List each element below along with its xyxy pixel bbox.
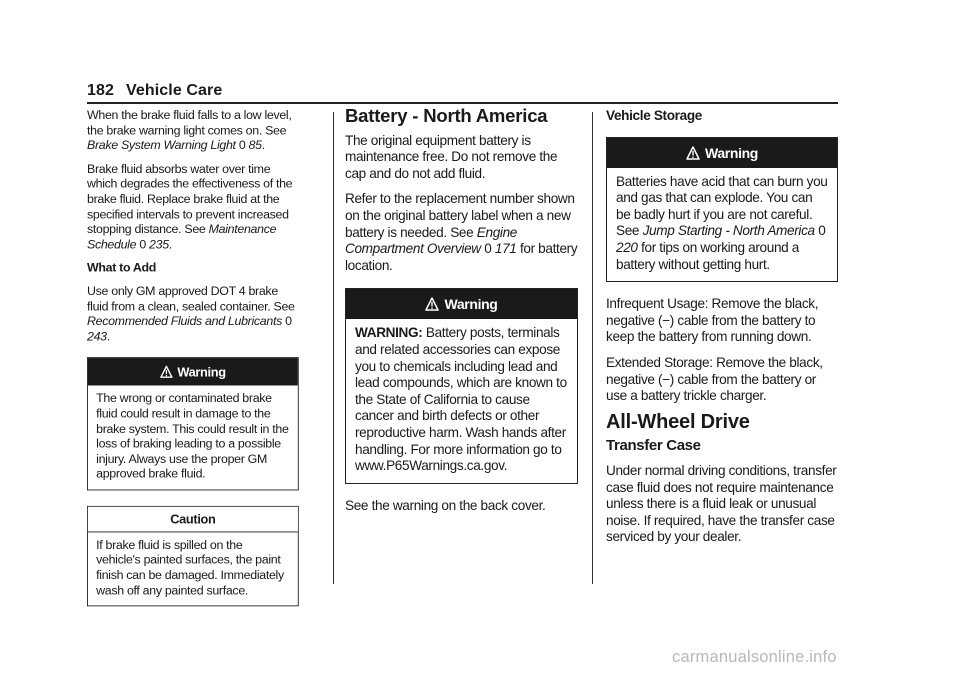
paragraph: When the brake fluid falls to a low level, the brake warning light comes on. See Brake System Warning Light 0 85.	[87, 108, 292, 152]
warning-text: The wrong or contaminated brake fluid could result in damage to the brake system. This could result in the loss of braking leading to a possible injury. Always use the proper GM approved brake fluid.	[96, 391, 289, 481]
page-ref[interactable]: 220	[616, 239, 638, 255]
warning-box	[345, 288, 578, 483]
warning-box	[87, 357, 299, 490]
cross-reference-link[interactable]: Engine Compartment Overview	[345, 224, 517, 257]
warning-header: Warning	[607, 138, 837, 168]
paragraph: Extended Storage: Remove the black, negative (−) cable from the battery or use a battery trickle charger.	[606, 354, 823, 404]
page-ref[interactable]: 243	[87, 329, 107, 344]
cross-reference-link[interactable]: Brake System Warning Light	[87, 138, 236, 152]
paragraph: The original equipment battery is maintenance free. Do not remove the cap and do not add fluid.	[345, 132, 558, 181]
warning-box	[606, 137, 838, 283]
watermark: carmanualsonline.info	[672, 648, 837, 666]
paragraph: Under normal driving conditions, transfer case fluid does not require maintenance unless there is a fluid leak or unusual noise. If required, have the transfer case serviced by your dealer.	[606, 462, 837, 545]
paragraph: Refer to the replacement number shown on the original battery label when a new battery is needed. See Engine Compartment Overview 0 171 for battery location.	[345, 191, 578, 273]
column-divider	[592, 112, 593, 584]
subheading-what-to-add: What to Add	[87, 260, 157, 275]
warning-text: Batteries have acid that can burn you and gas that can explode. You can be badly hurt if you are not careful. See Jump Starting - North America 0 220 for tips on working around a battery without getting hurt.	[616, 173, 828, 272]
page-ref-icon: 0	[484, 241, 492, 257]
caution-header: Caution	[88, 507, 298, 533]
section-title: Vehicle Care	[126, 82, 223, 99]
column-3	[606, 108, 838, 555]
column-1	[87, 108, 299, 619]
page-ref-icon: 0	[285, 314, 292, 329]
page-number: 182	[87, 82, 114, 99]
cross-reference-link[interactable]: Recommended Fluids and Lubricants	[87, 314, 282, 329]
page-ref[interactable]: 235	[149, 237, 169, 252]
page-ref-icon: 0	[139, 237, 146, 252]
cross-reference-link[interactable]: Maintenance Schedule	[87, 222, 277, 252]
warning-triangle-icon	[160, 360, 173, 387]
caution-box	[87, 506, 299, 607]
page-ref-icon: 0	[238, 138, 246, 152]
cross-reference-link[interactable]: Jump Starting - North America	[642, 223, 815, 239]
header-rule	[87, 102, 838, 104]
paragraph: Use only GM approved DOT 4 brake fluid from a clean, sealed container. See Recommended Fluids and Lubricants 0 243.	[87, 284, 295, 344]
caution-text: If brake fluid is spilled on the vehicle's painted surfaces, the paint finish can be damaged. Immediately wash off any painted surface.	[96, 537, 284, 597]
heading-battery: Battery - North America	[345, 105, 548, 126]
subheading-vehicle-storage: Vehicle Storage	[606, 108, 702, 123]
page-ref[interactable]: 85	[248, 138, 262, 152]
warning-text: WARNING: Battery posts, terminals and related accessories can expose you to chemicals including lead and lead compounds, which are known to the State of California to cause cancer and birth defects or other reproductive harm. Wash hands after handling. For more information go to www.P65Warnings.ca.gov.	[355, 325, 567, 474]
warning-triangle-icon	[686, 140, 700, 170]
paragraph: Brake fluid absorbs water over time which degrades the effectiveness of the brake fluid. Replace brake fluid at the specified intervals to prevent increased stopping distance. See Maintenance Schedule 0 235.	[87, 161, 293, 252]
page-ref[interactable]: 171	[494, 241, 517, 257]
heading-transfer-case: Transfer Case	[606, 437, 701, 455]
heading-all-wheel-drive: All-Wheel Drive	[606, 410, 750, 433]
warning-header: Warning	[88, 358, 298, 385]
page-header	[87, 82, 222, 100]
paragraph: See the warning on the back cover.	[345, 497, 546, 513]
paragraph: Infrequent Usage: Remove the black, negative (−) cable from the battery to keep the battery from running down.	[606, 296, 819, 345]
page-ref-icon: 0	[818, 223, 826, 239]
warning-triangle-icon	[425, 291, 439, 321]
column-2	[345, 105, 578, 523]
warning-header: Warning	[346, 289, 577, 319]
column-divider	[333, 112, 334, 584]
